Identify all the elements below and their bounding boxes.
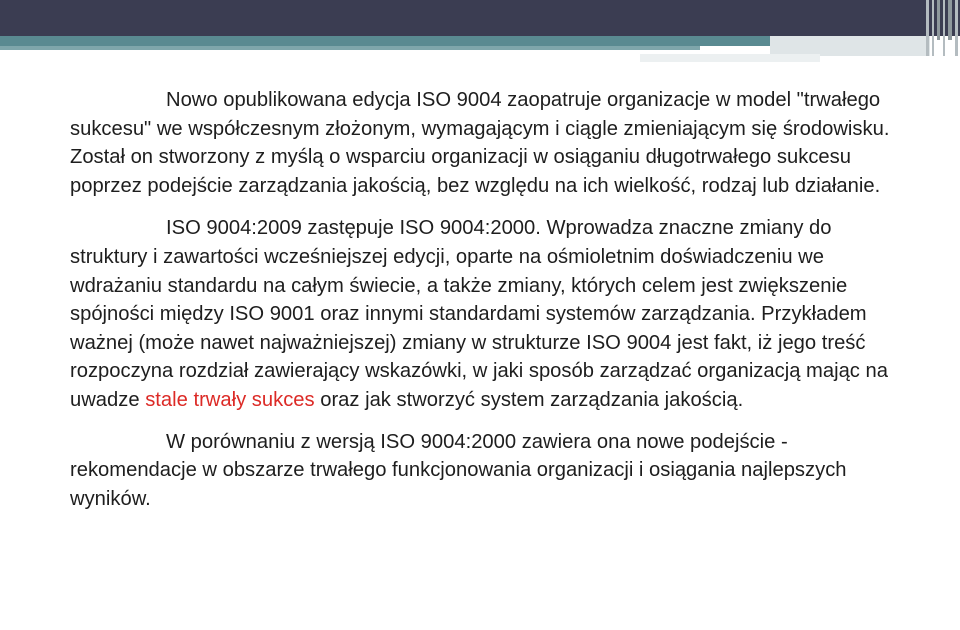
paragraph-2 <box>70 214 890 414</box>
header-stripe <box>932 0 934 56</box>
header-stripe <box>937 0 940 40</box>
header-lighter-block <box>640 54 820 62</box>
header-band <box>0 0 960 36</box>
paragraph-1: Nowo opublikowana edycja ISO 9004 zaopatruje organizacje w model "trwałego sukcesu" we współczesnym złożonym, wymagającym i ciągle zmieniającym się środowisku. Został on stworzony z myślą o wsparciu organizacji w osiąganiu długotrwałego sukcesu poprzez podejście zarządzania jakością, bez względu na ich wielkość, rodzaj lub działanie. <box>70 89 890 197</box>
header-teal-bar <box>0 36 770 46</box>
header-stripe <box>948 0 952 40</box>
paragraph-3: W porównaniu z wersją ISO 9004:2000 zawiera ona nowe podejście - rekomendacje w obszarze trwałego funkcjonowania organizacji i osiągania najlepszych wyników. <box>70 430 847 510</box>
slide-content <box>70 86 890 513</box>
header-stripe <box>926 0 929 56</box>
header-stripe <box>955 0 958 56</box>
header-light-block <box>770 36 930 56</box>
paragraph-2-text-end: oraz jak stworzyć system zarządzania jakością. <box>320 388 744 411</box>
header-teal-thin-bar <box>0 46 700 50</box>
highlighted-phrase: stale trwały sukces <box>145 388 315 411</box>
paragraph-2-text: ISO 9004:2009 zastępuje ISO 9004:2000. Wprowadza znaczne zmiany do struktury i zawartości wcześniejszej edycji, oparte na ośmioletnim doświadczeniu we wdrażaniu standardu na całym świecie, a także zmiany, których celem jest zwiększenie spójności między ISO 9001 oraz innymi standardami systemów zarządzania. Przykładem ważnej (może nawet najważniejszej) zmiany w strukturze ISO 9004 jest fakt, iż jego treść rozpoczyna rozdział zawierający wskazówki, w jaki sposób zarządzać organizacją mając na uwadze <box>70 217 888 411</box>
header-stripe <box>943 0 945 56</box>
